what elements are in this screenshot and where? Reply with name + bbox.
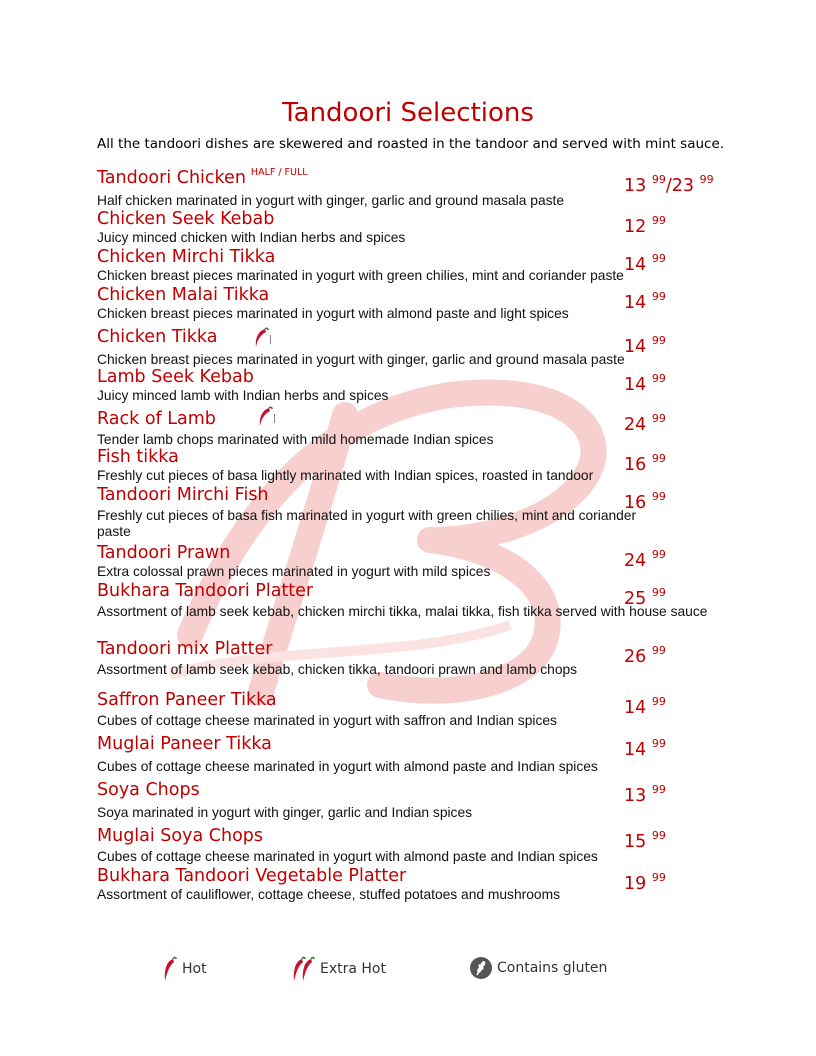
item-name: Bukhara Tandoori Vegetable Platter [97,866,407,886]
item-name: Muglai Soya Chops [97,826,264,846]
menu-item [97,865,737,903]
item-name: Soya Chops [97,780,200,800]
menu-item [97,208,737,246]
item-price: 19 $^{99}$ [624,871,666,894]
menu-item [97,733,737,775]
item-name: Bukhara Tandoori Platter [97,581,314,601]
item-description: Juicy minced lamb with Indian herbs and spices [97,388,389,403]
menu-item [97,779,737,821]
item-description: Chicken breast pieces marinated in yogurt with ginger, garlic and ground masala paste [97,352,625,367]
hot-pepper-icon [162,956,178,982]
item-description: Freshly cut pieces of basa fish marinated in yogurt with green chilies, mint and coriander paste [97,508,637,539]
legend-extra-hot [292,956,386,982]
item-price: 16 $^{99}$ [624,490,666,513]
menu-item [97,326,737,368]
item-name: Tandoori Prawn [97,543,231,563]
menu-item [97,167,737,209]
item-name: Tandoori Mirchi Fish [97,485,269,505]
item-price: 16 $^{99}$ [624,452,666,475]
menu-item [97,638,737,678]
menu-item [97,246,737,284]
menu-item [97,825,737,865]
item-description: Chicken breast pieces marinated in yogurt with almond paste and light spices [97,306,569,321]
item-description: Cubes of cottage cheese marinated in yogurt with saffron and Indian spices [97,713,557,728]
item-name: Rack of Lamb [97,409,216,429]
menu-item [97,408,737,448]
item-description: Freshly cut pieces of basa lightly marinated with Indian spices, roasted in tandoor [97,468,594,483]
item-name: Fish tikka [97,447,179,467]
item-name: Chicken Malai Tikka [97,285,270,305]
item-price: 15 $^{99}$ [624,829,666,852]
menu-item [97,542,737,580]
page-title: Tandoori Selections [282,98,534,128]
item-size-tag: HALF / FULL [250,167,308,178]
item-price: 12 $^{99}$ [624,214,666,237]
item-name: Tandoori mix Platter [97,639,273,659]
legend-hot [162,956,207,982]
menu-item [97,284,737,322]
item-name: Chicken Tikka [97,327,218,347]
legend-gluten-label: Contains gluten [497,960,608,976]
menu-item [97,580,737,620]
item-description: Chicken breast pieces marinated in yogurt with green chilies, mint and coriander paste [97,268,624,283]
item-name: Chicken Mirchi Tikka [97,247,276,267]
item-price: 14 $^{99}$ [624,737,666,760]
item-price: 14 $^{99}$ [624,695,666,718]
legend-hot-label: Hot [182,961,207,977]
intro-text: All the tandoori dishes are skewered and roasted in the tandoor and served with mint sauce. [97,136,725,152]
extra-hot-pepper-icon [292,956,316,982]
item-name: Tandoori Chicken [97,168,246,188]
item-price: 24 $^{99}$ [624,548,666,571]
item-price: 14 $^{99}$ [624,290,666,313]
item-description: Assortment of cauliflower, cottage cheese, stuffed potatoes and mushrooms [97,887,560,902]
menu-item [97,484,737,540]
item-description: Cubes of cottage cheese marinated in yogurt with almond paste and Indian spices [97,849,598,864]
legend [0,956,816,986]
item-price: 13 $^{99}$/23 $^{99}$ [624,173,714,196]
item-description: Soya marinated in yogurt with ginger, garlic and Indian spices [97,805,473,820]
item-name: Saffron Paneer Tikka [97,690,277,710]
item-price: 24 $^{99}$ [624,412,666,435]
item-description: Juicy minced chicken with Indian herbs and spices [97,230,406,245]
legend-extra-hot-label: Extra Hot [320,961,386,977]
item-price: 26 $^{99}$ [624,644,666,667]
hot-pepper-icon [255,406,277,428]
item-price: 13 $^{99}$ [624,783,666,806]
hot-pepper-icon [251,327,273,349]
item-price: 25 $^{99}$ [624,586,666,609]
item-description: Half chicken marinated in yogurt with ginger, garlic and ground masala paste [97,193,565,208]
gluten-icon [469,956,493,980]
item-name: Muglai Paneer Tikka [97,734,272,754]
item-name: Chicken Seek Kebab [97,209,275,229]
item-description: Assortment of lamb seek kebab, chicken mirchi tikka, malai tikka, fish tikka served with house sauce [97,604,708,619]
item-description: Extra colossal prawn pieces marinated in yogurt with mild spices [97,564,491,579]
item-price: 14 $^{99}$ [624,372,666,395]
menu-item [97,446,737,484]
menu-item [97,366,737,404]
item-description: Cubes of cottage cheese marinated in yogurt with almond paste and Indian spices [97,759,598,774]
item-description: Assortment of lamb seek kebab, chicken tikka, tandoori prawn and lamb chops [97,662,578,677]
item-price: 14 $^{99}$ [624,334,666,357]
item-name: Lamb Seek Kebab [97,367,254,387]
legend-gluten [469,956,607,980]
menu-item [97,689,737,729]
item-description: Tender lamb chops marinated with mild homemade Indian spices [97,432,494,447]
item-price: 14 $^{99}$ [624,252,666,275]
